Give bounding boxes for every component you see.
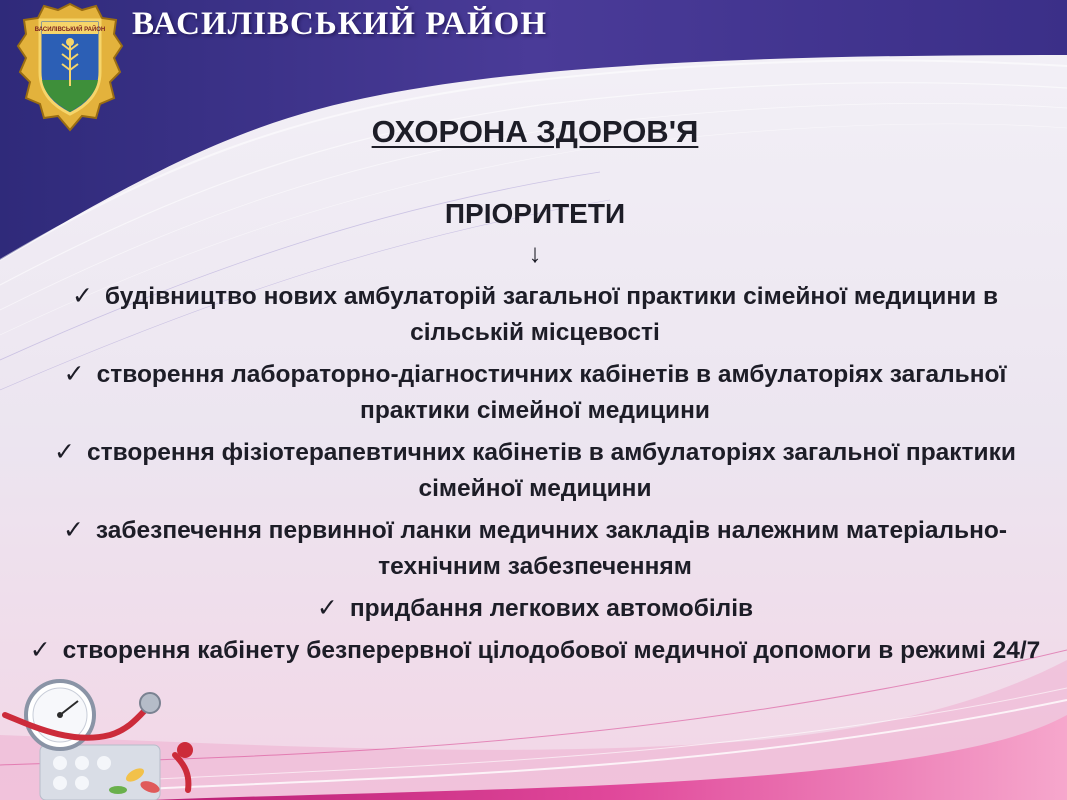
pills-icon [40,745,161,800]
list-item [20,356,1050,429]
check-icon: ✓ [316,593,338,622]
check-icon: ✓ [29,635,51,664]
list-item [20,632,1050,669]
list-item [20,590,1050,627]
list-item [20,434,1050,507]
list-item-text: створення лабораторно-діагностичних кабінетів в амбулаторіях загальної практики сімейної медицини [96,361,1007,424]
slide-content [20,110,1050,674]
medical-equipment-illustration [0,675,210,800]
check-icon: ✓ [62,515,84,544]
check-icon: ✓ [63,359,85,388]
list-item [20,278,1050,351]
list-item-text: забезпечення первинної ланки медичних закладів належним матеріально-технічним забезпеченням [95,517,1008,580]
svg-text:ВАСИЛІВСЬКИЙ РАЙОН: ВАСИЛІВСЬКИЙ РАЙОН [34,27,106,33]
priorities-list [20,278,1050,669]
list-item-text: будівництво нових амбулаторій загальної практики сімейної медицини в сільській місцевості [104,283,999,346]
list-item [20,512,1050,585]
page-title: ОХОРОНА ЗДОРОВ'Я [371,114,699,149]
list-item-text: створення кабінету безперервної цілодобової медичної допомоги в режимі 24/7 [62,637,1041,664]
check-icon: ✓ [54,437,75,466]
list-item-text: придбання легкових автомобілів [349,595,754,622]
down-arrow-icon: ↓ [528,238,542,268]
check-icon: ✓ [71,281,93,310]
header-title: ВАСИЛІВСЬКИЙ РАЙОН [132,6,547,42]
list-item-text: створення фізіотерапевтичних кабінетів в амбулаторіях загальної практики сімейної медицини [87,439,1016,502]
subtitle-priorities: ПРІОРИТЕТИ [444,198,626,229]
